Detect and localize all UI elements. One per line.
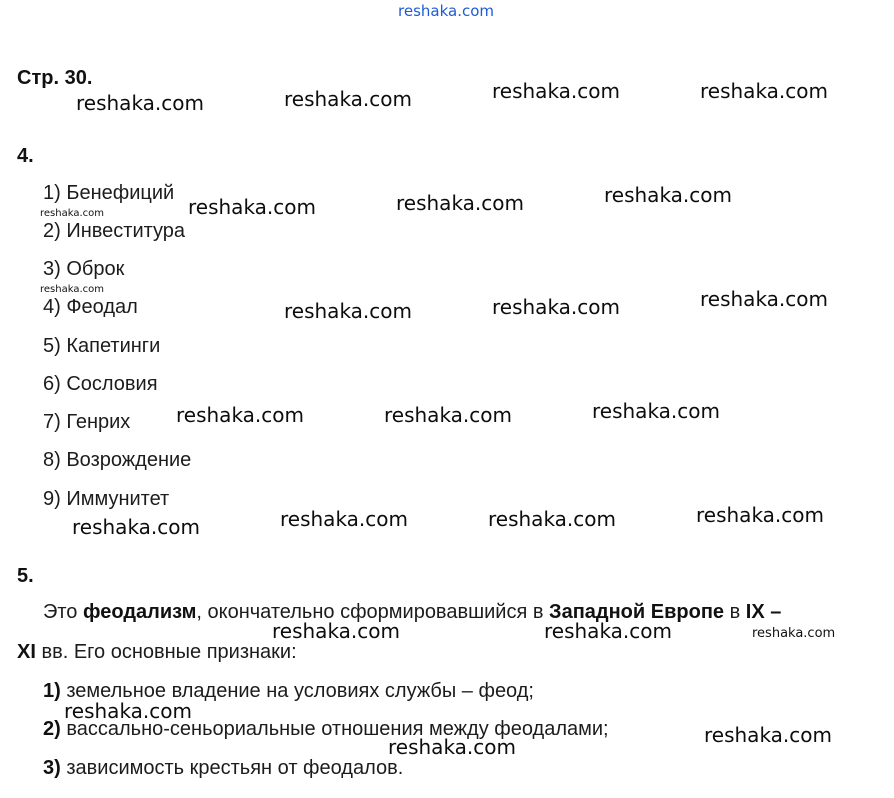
watermark: reshaka.com xyxy=(544,619,672,643)
watermark: reshaka.com xyxy=(592,399,720,423)
watermark: reshaka.com xyxy=(696,503,824,527)
task-4-number: 4. xyxy=(17,145,34,167)
task-5-intro-line-1: Это феодализм, окончательно сформировавшийся в Западной Европе в IX – xyxy=(43,601,782,623)
watermark: reshaka.com xyxy=(492,295,620,319)
answer-item-8: 8) Возрождение xyxy=(43,449,192,471)
period-end: XI xyxy=(17,641,36,663)
feature-item-1: 1) земельное владение на условиях службы – феод; xyxy=(43,680,534,702)
term-feudalism: феодализм xyxy=(83,601,197,623)
watermark: reshaka.com xyxy=(72,515,200,539)
answer-item-6: 6) Сословия xyxy=(43,373,158,395)
top-watermark: reshaka.com xyxy=(398,2,494,20)
answer-item-4: 4) Феодал xyxy=(43,296,138,318)
answer-item-2: 2) Инвеститура xyxy=(43,220,186,242)
feature-item-2: 2) вассально-сеньориальные отношения между феодалами; xyxy=(43,718,609,740)
answer-item-3: 3) Оброк xyxy=(43,258,125,280)
watermark: reshaka.com xyxy=(396,191,524,215)
watermark: reshaka.com xyxy=(700,287,828,311)
answer-item-9: 9) Иммунитет xyxy=(43,488,170,510)
watermark-small: reshaka.com xyxy=(40,208,104,219)
watermark: reshaka.com xyxy=(284,87,412,111)
watermark: reshaka.com xyxy=(604,183,732,207)
watermark: reshaka.com xyxy=(272,619,400,643)
watermark: reshaka.com xyxy=(384,403,512,427)
answer-item-7: 7) Генрих xyxy=(43,411,131,433)
watermark: reshaka.com xyxy=(176,403,304,427)
watermark: reshaka.com xyxy=(700,79,828,103)
answer-item-5: 5) Капетинги xyxy=(43,335,161,357)
answer-item-1: 1) Бенефиций xyxy=(43,182,175,204)
watermark-small: reshaka.com xyxy=(40,284,104,295)
watermark: reshaka.com xyxy=(188,195,316,219)
task-5-number: 5. xyxy=(17,565,34,587)
watermark: reshaka.com xyxy=(492,79,620,103)
watermark: reshaka.com xyxy=(76,91,204,115)
task-5-intro-line-2: XI вв. Его основные признаки: xyxy=(17,641,297,663)
watermark: reshaka.com xyxy=(284,299,412,323)
watermark: reshaka.com xyxy=(488,507,616,531)
watermark: reshaka.com xyxy=(64,699,192,723)
watermark: reshaka.com xyxy=(388,735,516,759)
feature-item-3: 3) зависимость крестьян от феодалов. xyxy=(43,757,404,779)
watermark-small: reshaka.com xyxy=(752,626,836,641)
period-start: IX – xyxy=(745,601,782,623)
page-label: Стр. 30. xyxy=(17,67,93,89)
watermark: reshaka.com xyxy=(704,723,832,747)
watermark: reshaka.com xyxy=(280,507,408,531)
term-western-europe: Западной Европе xyxy=(549,601,725,623)
